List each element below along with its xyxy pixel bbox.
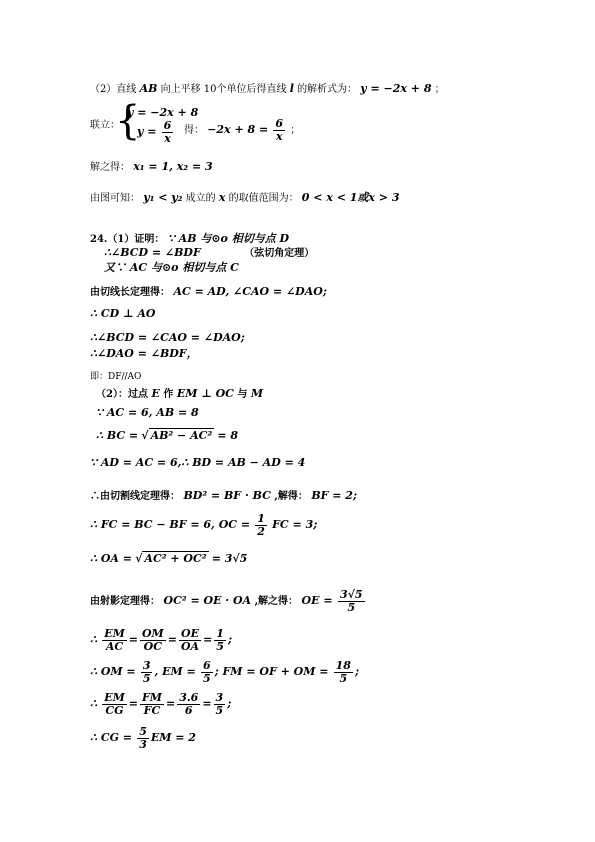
math: ; <box>227 697 232 710</box>
line-translated-line <box>90 82 445 96</box>
q24-header <box>90 232 289 246</box>
fraction <box>214 628 226 653</box>
math: ∴ <box>90 633 97 646</box>
math: ∴ <box>90 697 97 710</box>
fraction <box>102 692 127 717</box>
math: ∴ CG = <box>90 731 133 744</box>
text: 向上平移 10个单位后得直线 <box>160 84 287 95</box>
equals: = <box>203 633 213 646</box>
q2-projection <box>90 589 367 614</box>
text: ,解得： <box>274 491 308 502</box>
text: 由图可知： <box>90 193 140 204</box>
fraction <box>255 513 267 538</box>
denominator: 3 <box>139 738 147 751</box>
numerator: 1 <box>216 627 224 640</box>
math-l: l <box>289 82 294 95</box>
math: ∴ BC = <box>96 429 139 442</box>
text: 24.（1）证明： <box>90 234 165 245</box>
text: 即：DF//AO <box>90 372 142 382</box>
numerator: FM <box>141 691 162 704</box>
math: BD² = BF · BC <box>183 489 271 502</box>
text: ； <box>434 84 445 95</box>
math: y = −2x + 8 <box>127 106 199 119</box>
q24-bcd <box>104 246 314 260</box>
math: y₁ < y₂ <box>143 191 183 204</box>
math: = 3√5 <box>211 552 248 565</box>
math: ∴ FC = BC − BF = 6, OC = <box>90 518 251 531</box>
math-ab: AB <box>139 82 158 95</box>
ratio-row-1 <box>90 628 232 653</box>
equals: = <box>128 633 138 646</box>
final-line <box>90 726 196 751</box>
math: −2x + 8 = <box>207 123 269 136</box>
fraction <box>273 118 285 143</box>
text: 解之得： <box>90 162 130 173</box>
denominator: OA <box>180 640 200 653</box>
numerator: 6 <box>275 117 284 130</box>
range-line <box>90 191 400 205</box>
numerator: 18 <box>335 659 351 672</box>
denominator: 6 <box>184 704 193 717</box>
fraction <box>140 692 164 717</box>
text: （2）：过点 <box>96 389 148 400</box>
denominator: 5 <box>202 672 211 685</box>
math: E <box>151 387 160 400</box>
fraction <box>214 692 226 717</box>
numerator: OE <box>179 628 201 641</box>
math: 又∵ AC 与⊙o 相切与点 C <box>104 261 239 274</box>
math: , EM = <box>154 665 196 678</box>
math: AC = AD, ∠CAO = ∠DAO; <box>173 285 327 298</box>
math: OC² = OE · OA <box>163 594 252 607</box>
text: （2）直线 <box>90 84 137 95</box>
radicand: AB² − AC² <box>150 429 213 442</box>
math: ∵ AC = 6, AB = 8 <box>96 406 199 419</box>
fraction <box>179 628 201 653</box>
equals: = <box>128 697 138 710</box>
text: ∴由切割线定理得： <box>90 491 180 502</box>
equals: = <box>167 633 177 646</box>
q2-header <box>96 387 263 401</box>
math: ∴ OA = <box>90 552 132 565</box>
text: 由切线长定理得： <box>90 287 170 298</box>
system-result <box>184 118 300 143</box>
text: 成立的 <box>185 193 216 204</box>
math: ∴ CD ⊥ AO <box>90 307 156 320</box>
denominator: CG <box>105 704 124 717</box>
math: x₁ = 1, x₂ = 3 <box>133 160 213 173</box>
fraction <box>140 628 166 653</box>
denominator: OC <box>143 640 163 653</box>
math: = 8 <box>217 429 239 442</box>
q2-oa <box>90 551 247 566</box>
sqrt-sign: √ <box>141 429 149 442</box>
q24-angles1 <box>90 331 245 345</box>
q24-perp <box>90 307 155 321</box>
math: y = <box>137 125 157 138</box>
solve-line <box>90 160 213 174</box>
text: 由射影定理得： <box>90 596 160 607</box>
text: 联立： <box>90 120 120 131</box>
denominator: 5 <box>142 672 151 685</box>
fraction <box>162 120 174 145</box>
math: OE = <box>301 594 333 607</box>
math: ∵ AD = AC = 6,∴ BD = AB − AD = 4 <box>90 456 306 469</box>
denominator: x <box>164 132 171 145</box>
numerator: 3 <box>142 659 151 672</box>
system-eq2 <box>137 120 175 145</box>
fraction <box>201 660 213 685</box>
text: 与 <box>237 389 248 400</box>
denominator: 2 <box>257 525 265 538</box>
q2-ad <box>90 456 305 470</box>
denominator: 5 <box>339 672 348 685</box>
math: ; <box>354 665 359 678</box>
denominator: 5 <box>215 704 224 717</box>
q24-angles2 <box>90 347 198 361</box>
numerator: 1 <box>257 512 265 525</box>
math: ∵ AB 与⊙o 相切与点 D <box>167 232 290 245</box>
denominator: FC <box>143 704 161 717</box>
fraction <box>141 660 153 685</box>
equals: = <box>165 697 176 710</box>
math: M <box>250 387 264 400</box>
text: （弦切角定理） <box>244 248 315 259</box>
math: BF = 2; <box>311 489 358 502</box>
ratio-row-3 <box>90 692 231 717</box>
numerator: 6 <box>202 659 211 672</box>
sqrt-sign: √ <box>135 552 143 565</box>
math: EM ⊥ OC <box>176 387 234 400</box>
fraction <box>137 726 149 751</box>
q2-secant <box>90 489 357 503</box>
ratio-row-2 <box>90 660 359 685</box>
text: ； <box>290 125 301 136</box>
q24-tangent <box>90 285 327 299</box>
text: 的解析式为： <box>297 84 358 95</box>
math: x <box>218 191 226 204</box>
math: ∴ OM = <box>90 665 136 678</box>
denominator: 5 <box>216 640 224 653</box>
q24-cond2 <box>104 261 239 275</box>
q2-given <box>96 406 199 420</box>
math: ∴∠DAO = ∠BDF， <box>90 347 198 360</box>
math: ; <box>227 633 233 646</box>
q2-bc <box>96 428 238 443</box>
math: 0 < x < 1或x > 3 <box>301 191 400 204</box>
fraction <box>102 628 127 653</box>
math: ; FM = OF + OM = <box>214 665 329 678</box>
denominator: 5 <box>347 601 356 614</box>
numerator: 3.6 <box>179 691 199 704</box>
numerator: 3 <box>215 691 224 704</box>
numerator: 6 <box>163 119 172 132</box>
radicand: AC² + OC² <box>144 552 207 565</box>
numerator: EM <box>104 627 125 640</box>
math: ∴∠BCD = ∠BDF <box>104 246 201 259</box>
math: EM = 2 <box>150 731 196 744</box>
numerator: 3√5 <box>340 588 363 601</box>
math-equation: y = −2x + 8 <box>360 82 432 95</box>
text: ,解之得： <box>254 596 299 607</box>
denominator: AC <box>105 640 124 653</box>
denominator: x <box>275 130 283 143</box>
q2-fc <box>90 513 317 538</box>
q24-conclusion <box>90 371 141 384</box>
equals: = <box>202 697 212 710</box>
math: ∴∠BCD = ∠CAO = ∠DAO; <box>90 331 245 344</box>
fraction <box>334 660 353 685</box>
text: 的取值范围为： <box>228 193 299 204</box>
math: FC = 3; <box>272 518 318 531</box>
fraction <box>338 589 365 614</box>
numerator: 5 <box>139 725 147 738</box>
numerator: EM <box>104 691 125 704</box>
brace: { <box>115 98 141 144</box>
fraction <box>177 692 200 717</box>
text: 作 <box>163 389 174 400</box>
text: 得： <box>184 125 204 136</box>
numerator: OM <box>141 627 164 640</box>
